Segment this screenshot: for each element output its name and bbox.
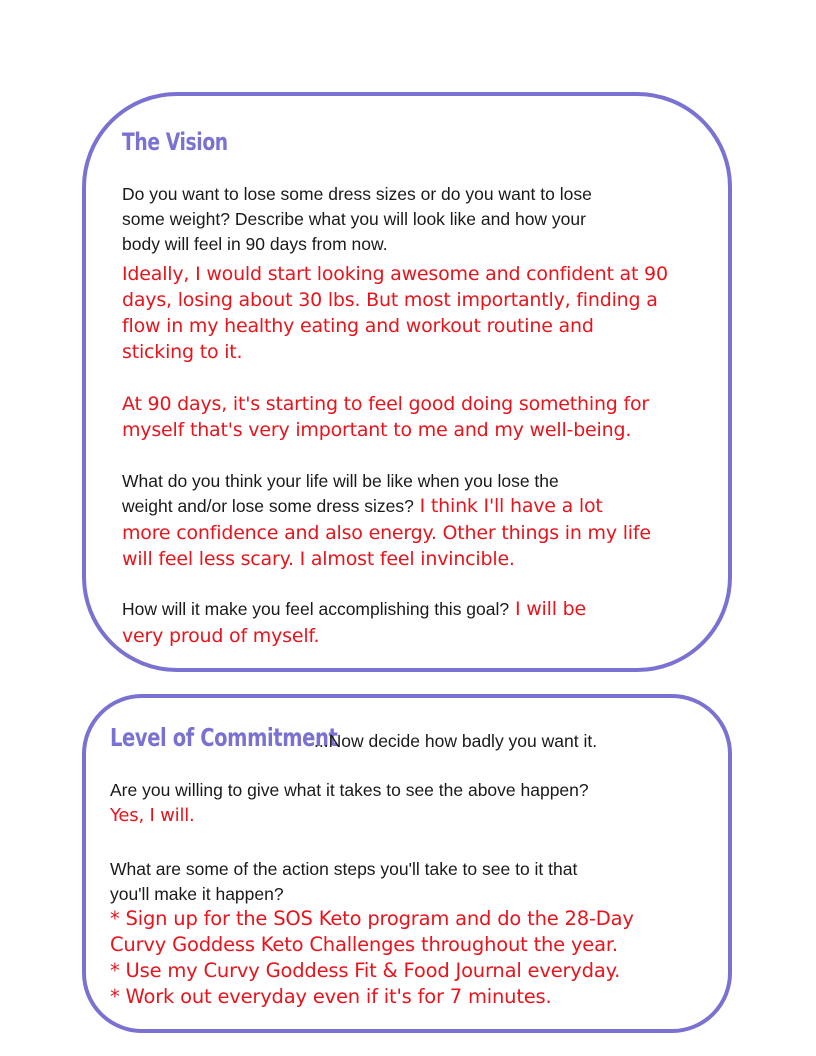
commitment-prompt-1: Are you willing to give what it takes to see the above happen? bbox=[110, 780, 589, 800]
vision-answer-3-start: I think I'll have a lot bbox=[413, 495, 603, 517]
vision-prompt-3: How will it make you feel accomplishing this goal? I will be bbox=[122, 598, 586, 620]
commitment-answer-1: Yes, I will. bbox=[110, 805, 195, 826]
commitment-prompt-2: What are some of the action steps you'll take to see to it that you'll make it happen? bbox=[110, 859, 578, 904]
commitment-answer-2: * Sign up for the SOS Keto program and do the 28-Day Curvy Goddess Keto Challenges throughout the year. * Use my Curvy Goddess Fit & Food Journal everyday. * Work out everyday even if it's for 7 minutes. bbox=[110, 907, 634, 1008]
vision-card bbox=[82, 92, 732, 672]
vision-prompt-2: What do you think your life will be like when you lose the weight and/or lose some dress sizes? I think I'll have a lot bbox=[122, 471, 603, 517]
commitment-title: Level of Commitment bbox=[110, 723, 338, 752]
vision-answer-1: Ideally, I would start looking awesome and confident at 90 days, losing about 30 lbs. But most importantly, finding a flow in my healthy eating and workout routine and sticking to it. bbox=[122, 263, 668, 363]
vision-answer-2: At 90 days, it's starting to feel good doing something for myself that's very important to me and my well-being. bbox=[122, 393, 650, 441]
vision-title: The Vision bbox=[122, 128, 228, 156]
vision-answer-3: more confidence and also energy. Other things in my life will feel less scary. I almost feel invincible. bbox=[122, 522, 651, 570]
vision-prompt-1: Do you want to lose some dress sizes or do you want to lose some weight? Describe what you will look like and how your body will feel in 90 days from now. bbox=[122, 184, 592, 254]
vision-answer-4: very proud of myself. bbox=[122, 625, 320, 647]
vision-answer-4-start: I will be bbox=[509, 598, 586, 620]
commitment-subtitle: ...Now decide how badly you want it. bbox=[314, 731, 598, 751]
